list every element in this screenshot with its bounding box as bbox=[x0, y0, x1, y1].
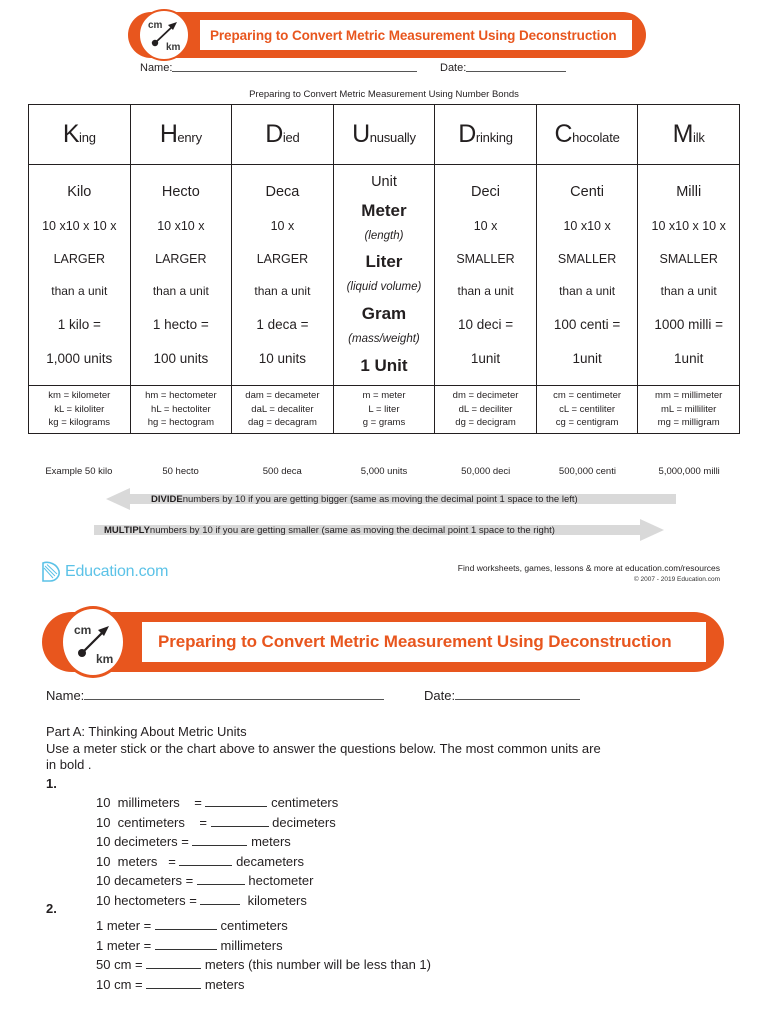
metric-chart bbox=[28, 104, 740, 434]
abbr-line: cg = centigram bbox=[555, 417, 619, 429]
education-book-icon bbox=[40, 560, 62, 584]
page2-date-label: Date: bbox=[424, 688, 456, 703]
q-left: 10 cm = bbox=[96, 976, 147, 992]
q-right: meters bbox=[247, 834, 291, 849]
answer-blank[interactable] bbox=[205, 806, 267, 807]
divide-arrow-text bbox=[106, 487, 676, 511]
prefix-label: Hecto bbox=[161, 183, 200, 200]
example-row bbox=[28, 466, 740, 477]
cell-abbr-5 bbox=[536, 386, 638, 434]
mnemonic-rest: ilk bbox=[693, 130, 705, 145]
page1-badge bbox=[138, 9, 190, 61]
example-cell: 500,000 centi bbox=[558, 466, 616, 477]
education-logo[interactable] bbox=[40, 560, 168, 584]
question-2-lines bbox=[96, 916, 431, 994]
q-left: 10 decimeters = bbox=[96, 834, 193, 849]
cell-body-6 bbox=[638, 165, 740, 386]
abbr-line: dg = decigram bbox=[455, 417, 516, 429]
footer-find-text: Find worksheets, games, lessons & more at education.com/resources bbox=[457, 563, 720, 573]
abbr-line: hm = hectometer bbox=[145, 389, 217, 401]
cell-body-1 bbox=[130, 165, 232, 386]
table-row-abbreviations bbox=[29, 386, 740, 434]
question-line bbox=[96, 975, 431, 995]
cell-mnemonic-4 bbox=[435, 105, 537, 165]
cell-body-2 bbox=[232, 165, 334, 386]
unit-name-gram: Gram bbox=[361, 304, 407, 324]
size-word: SMALLER bbox=[456, 251, 515, 266]
multiply-arrow-band bbox=[94, 518, 664, 542]
equation-left: 1000 milli = bbox=[654, 316, 724, 332]
answer-blank[interactable] bbox=[192, 845, 247, 846]
mnemonic-initial: H bbox=[159, 120, 178, 148]
abbr-line: dm = decimeter bbox=[452, 389, 519, 401]
equation-left: 1 deca = bbox=[256, 316, 309, 332]
abbr-line: kL = kiloliter bbox=[54, 403, 105, 415]
mnemonic-initial: D bbox=[265, 120, 283, 148]
equation-right: 1unit bbox=[674, 350, 704, 366]
abbr-line: dam = decameter bbox=[245, 389, 320, 401]
prefix-label: Kilo bbox=[67, 183, 92, 200]
abbr-line: km = kilometer bbox=[48, 389, 111, 401]
page2-name-row bbox=[46, 688, 446, 703]
mnemonic-rest: hocolate bbox=[572, 130, 620, 145]
part-a-instructions-line1: Use a meter stick or the chart above to answer the questions below. The most common units are bbox=[46, 741, 601, 756]
equation-right: 1unit bbox=[572, 350, 602, 366]
cell-abbr-6 bbox=[638, 386, 740, 434]
answer-blank[interactable] bbox=[146, 988, 201, 989]
question-1-lines bbox=[96, 793, 338, 910]
q-right: hectometer bbox=[244, 873, 314, 888]
than-a-unit: than a unit bbox=[660, 283, 717, 298]
example-cell: 5,000,000 milli bbox=[658, 466, 720, 477]
abbr-line: kg = kilograms bbox=[48, 417, 111, 429]
equation-left: 10 deci = bbox=[457, 316, 514, 332]
badge-cm-label: cm bbox=[148, 20, 163, 31]
unit-desc-volume: (liquid volume) bbox=[346, 281, 422, 294]
question-2-number: 2. bbox=[46, 901, 57, 916]
equation-left: 1 kilo = bbox=[57, 316, 101, 332]
page1-title-box bbox=[200, 20, 632, 50]
q-right: centimeters bbox=[216, 918, 288, 933]
cell-body-0 bbox=[29, 165, 131, 386]
answer-blank[interactable] bbox=[179, 865, 232, 866]
footer-copyright: © 2007 - 2019 Education.com bbox=[633, 576, 720, 583]
part-a-heading: Part A: Thinking About Metric Units bbox=[46, 724, 247, 739]
size-word: LARGER bbox=[155, 251, 207, 266]
example-cell: 50,000 deci bbox=[461, 466, 511, 477]
page1-date-label: Date: bbox=[440, 62, 467, 74]
mnemonic-rest: ied bbox=[282, 130, 300, 145]
equation-right: 10 units bbox=[258, 350, 307, 366]
mnemonic-initial: M bbox=[672, 120, 693, 148]
unit-desc-length: (length) bbox=[364, 229, 404, 242]
cell-mnemonic-5 bbox=[536, 105, 638, 165]
q-left: 50 cm = bbox=[96, 957, 147, 972]
page1-name-blank[interactable] bbox=[172, 71, 417, 72]
unit-total: 1 Unit bbox=[360, 355, 408, 375]
equation-left: 100 centi = bbox=[553, 316, 621, 332]
cell-body-5 bbox=[536, 165, 638, 386]
prefix-label: Milli bbox=[676, 183, 702, 200]
unit-name-meter: Meter bbox=[361, 200, 407, 220]
question-line bbox=[96, 955, 431, 975]
question-line bbox=[96, 871, 338, 891]
page1-banner-pill bbox=[128, 12, 646, 58]
q-left: 10 centimeters = bbox=[96, 814, 211, 830]
q-right: decameters bbox=[232, 853, 304, 869]
q-right: kilometers bbox=[240, 892, 307, 908]
page2-date-row bbox=[424, 688, 644, 703]
cell-mnemonic-6 bbox=[638, 105, 740, 165]
abbr-line: hL = hectoliter bbox=[151, 403, 211, 415]
example-cell: 50 hecto bbox=[162, 466, 199, 477]
table-row-body bbox=[29, 165, 740, 386]
question-line bbox=[96, 813, 338, 833]
cell-abbr-4 bbox=[435, 386, 537, 434]
abbr-line: daL = decaliter bbox=[251, 403, 314, 415]
example-cell: 500 deca bbox=[262, 466, 302, 477]
cell-body-4 bbox=[435, 165, 537, 386]
mnemonic-rest: enry bbox=[177, 130, 202, 145]
page1-date-row bbox=[440, 62, 640, 74]
part-a-instructions-line2: in bold . bbox=[46, 757, 92, 772]
page2-banner-pill bbox=[42, 612, 724, 672]
page2-badge bbox=[60, 606, 126, 678]
equation-left: 1 hecto = bbox=[152, 316, 209, 332]
question-line bbox=[96, 793, 338, 813]
cell-mnemonic-0 bbox=[29, 105, 131, 165]
abbr-line: mL = milliliter bbox=[661, 403, 717, 415]
multiply-keyword: MULTIPLY bbox=[104, 524, 150, 536]
question-1-number: 1. bbox=[46, 776, 57, 791]
answer-blank[interactable] bbox=[155, 949, 217, 950]
q-left: 10 meters = bbox=[96, 853, 180, 869]
size-word: LARGER bbox=[256, 251, 309, 266]
than-a-unit: than a unit bbox=[152, 283, 209, 298]
education-logo-text: Education.com bbox=[65, 563, 169, 580]
abbr-line: cm = centimeter bbox=[553, 389, 622, 401]
multiplier-label: 10 x bbox=[270, 218, 295, 233]
table-row-mnemonic bbox=[29, 105, 740, 165]
abbr-line: mm = millimeter bbox=[655, 389, 723, 401]
badge-km-label: km bbox=[166, 42, 181, 53]
prefix-label: Centi bbox=[570, 183, 605, 200]
cell-mnemonic-2 bbox=[232, 105, 334, 165]
page2-title-box bbox=[142, 622, 706, 662]
mnemonic-rest: rinking bbox=[475, 130, 513, 145]
q-right: meters (this number will be less than 1) bbox=[201, 957, 431, 972]
badge-cm-label: cm bbox=[74, 623, 92, 637]
multiply-body-text: numbers by 10 if you are getting smaller (same as moving the decimal point 1 space to the right) bbox=[149, 524, 555, 536]
q-left: 10 millimeters = bbox=[96, 795, 206, 810]
question-line bbox=[96, 916, 431, 936]
cell-abbr-3 bbox=[333, 386, 435, 434]
mnemonic-initial: C bbox=[554, 120, 573, 148]
q-right: meters bbox=[201, 976, 245, 992]
abbr-line: g = grams bbox=[362, 417, 406, 429]
answer-blank[interactable] bbox=[211, 826, 269, 827]
than-a-unit: than a unit bbox=[254, 283, 311, 298]
unit-desc-mass: (mass/weight) bbox=[348, 333, 420, 346]
than-a-unit: than a unit bbox=[51, 283, 108, 298]
abbr-line: L = liter bbox=[368, 403, 400, 415]
than-a-unit: than a unit bbox=[559, 283, 616, 298]
answer-blank[interactable] bbox=[146, 968, 201, 969]
prefix-label: Deca bbox=[265, 183, 300, 200]
multiplier-label: 10 x bbox=[473, 218, 498, 233]
multiplier-label: 10 x10 x bbox=[157, 218, 205, 233]
example-cell: 5,000 units bbox=[360, 466, 408, 477]
page1-name-label: Name: bbox=[140, 62, 173, 74]
cell-mnemonic-3 bbox=[333, 105, 435, 165]
mnemonic-rest: nusually bbox=[369, 130, 416, 145]
multiplier-label: 10 x10 x 10 x bbox=[42, 218, 117, 233]
metric-table bbox=[28, 104, 740, 434]
page2-banner bbox=[42, 612, 724, 672]
cell-abbr-0 bbox=[29, 386, 131, 434]
equation-right: 1unit bbox=[470, 350, 501, 366]
equation-right: 100 units bbox=[153, 350, 209, 366]
size-word: SMALLER bbox=[557, 251, 617, 266]
q-right: millimeters bbox=[216, 937, 283, 953]
badge-km-label: km bbox=[96, 652, 114, 666]
q-right: centimeters bbox=[267, 795, 339, 810]
q-left: 1 meter = bbox=[96, 918, 155, 933]
q-left: 1 meter = bbox=[96, 937, 155, 953]
cell-abbr-1 bbox=[130, 386, 232, 434]
page2-date-blank[interactable] bbox=[455, 699, 580, 700]
mnemonic-initial: D bbox=[458, 120, 476, 148]
answer-blank[interactable] bbox=[155, 929, 217, 930]
abbr-line: cL = centiliter bbox=[559, 403, 616, 415]
abbr-line: mg = milligram bbox=[657, 417, 720, 429]
question-line bbox=[96, 832, 338, 852]
abbr-line: m = meter bbox=[362, 389, 406, 401]
divide-body-text: numbers by 10 if you are getting bigger (same as moving the decimal point 1 space to the left) bbox=[182, 493, 578, 505]
abbr-line: dag = decagram bbox=[247, 417, 317, 429]
multiplier-label: 10 x10 x bbox=[563, 218, 611, 233]
abbr-line: hg = hectogram bbox=[147, 417, 214, 429]
cell-mnemonic-1 bbox=[130, 105, 232, 165]
prefix-label: Unit bbox=[371, 174, 397, 191]
chart-caption: Preparing to Convert Metric Measurement Using Number Bonds bbox=[249, 89, 519, 100]
mnemonic-rest: ing bbox=[79, 130, 96, 145]
page2-name-label: Name: bbox=[46, 688, 85, 703]
answer-blank[interactable] bbox=[200, 904, 240, 905]
q-left: 10 decameters = bbox=[96, 873, 197, 888]
divide-keyword: DIVIDE bbox=[151, 493, 183, 505]
prefix-label: Deci bbox=[471, 183, 501, 200]
mnemonic-initial: U bbox=[352, 120, 370, 148]
than-a-unit: than a unit bbox=[457, 283, 514, 298]
page1-date-blank[interactable] bbox=[466, 71, 566, 72]
cell-body-3-unit bbox=[333, 165, 435, 386]
q-left: 10 hectometers = bbox=[96, 892, 201, 908]
mnemonic-initial: K bbox=[62, 120, 79, 148]
multiplier-label: 10 x10 x 10 x bbox=[651, 218, 726, 233]
example-cell: Example 50 kilo bbox=[45, 466, 113, 477]
answer-blank[interactable] bbox=[197, 884, 245, 885]
page2-name-blank[interactable] bbox=[84, 699, 384, 700]
question-line bbox=[96, 852, 338, 872]
question-line bbox=[96, 891, 338, 911]
multiply-arrow-text bbox=[94, 518, 664, 542]
q-right: decimeters bbox=[268, 814, 336, 830]
abbr-line: dL = deciliter bbox=[458, 403, 513, 415]
equation-right: 1,000 units bbox=[46, 350, 113, 366]
size-word: LARGER bbox=[53, 251, 105, 266]
question-line bbox=[96, 936, 431, 956]
size-word: SMALLER bbox=[659, 251, 718, 266]
page2-title: Preparing to Convert Metric Measurement Using Deconstruction bbox=[158, 632, 672, 651]
cell-abbr-2 bbox=[232, 386, 334, 434]
page1-banner bbox=[128, 12, 646, 58]
unit-name-liter: Liter bbox=[365, 252, 403, 272]
divide-arrow-band bbox=[106, 487, 676, 511]
page1-title: Preparing to Convert Metric Measurement Using Deconstruction bbox=[210, 27, 617, 43]
